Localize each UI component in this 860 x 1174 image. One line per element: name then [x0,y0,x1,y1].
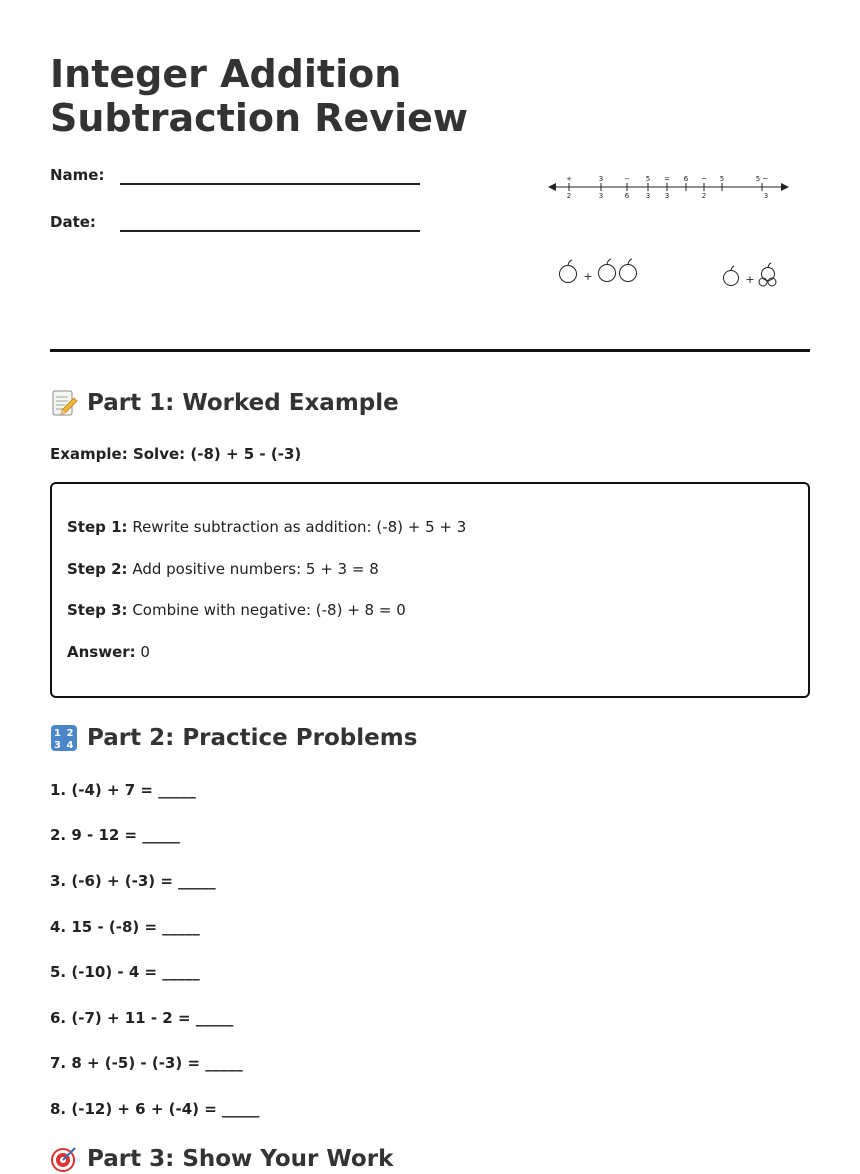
target-dart-icon [50,1145,78,1173]
number-line-bottom-label: 3 [645,192,651,200]
number-line-bottom-label: 3 [664,192,670,200]
number-line-top-label: − [624,175,630,183]
numbers-1234-icon [50,724,78,752]
name-field[interactable] [50,166,420,196]
number-line-top-label: = [664,175,670,183]
svg-text:3: 3 [54,740,61,751]
number-line-bottom-label: 2 [566,192,572,200]
worked-example-box [50,482,810,698]
number-line-top-label: 5 [645,175,651,183]
svg-text:1: 1 [54,728,61,739]
number-line-top-label: + [566,175,572,183]
answer: Answer: 0 [67,643,150,661]
step-2: Step 2: Add positive numbers: 5 + 3 = 8 [67,560,379,578]
number-line-top-label: ~ [701,175,707,183]
number-line [548,183,789,191]
part2-heading [50,723,417,753]
part3-heading-text: Part 3: Show Your Work [87,1146,394,1172]
part3-heading [50,1144,393,1174]
header-divider [50,349,810,352]
number-line-bottom-label: 6 [624,192,630,200]
memo-pencil-icon [50,389,78,417]
number-line-bottom-label: 3 [763,192,769,200]
step-1: Step 1: Rewrite subtraction as addition: (-8) + 5 + 3 [67,518,467,536]
part2-heading-text: Part 2: Practice Problems [87,725,418,751]
number-line-bottom-label: 2 [701,192,707,200]
worksheet-header [50,50,810,350]
number-line-top-label: 5 ~ [755,175,769,183]
worksheet-page [50,50,810,1172]
practice-problem-7: 7. 8 + (-5) - (-3) = _____ [50,1054,243,1072]
name-label: Name: [50,166,105,184]
step-3: Step 3: Combine with negative: (-8) + 8 = 0 [67,601,406,619]
practice-problem-3: 3. (-6) + (-3) = _____ [50,872,216,890]
practice-problem-4: 4. 15 - (-8) = _____ [50,918,200,936]
practice-problem-5: 5. (-10) - 4 = _____ [50,963,200,981]
part1-heading [50,388,399,418]
date-blank-line[interactable] [120,230,420,232]
name-blank-line[interactable] [120,183,420,185]
part1-heading-text: Part 1: Worked Example [87,390,399,416]
svg-text:4: 4 [66,740,74,751]
number-line-illustration [540,158,800,298]
plus-sign: + [745,273,755,286]
number-line-bottom-label: 3 [598,192,604,200]
number-line-top-label: 5 [719,175,725,183]
svg-text:2: 2 [66,728,74,739]
date-field[interactable] [50,213,420,243]
practice-problem-6: 6. (-7) + 11 - 2 = _____ [50,1009,234,1027]
practice-problem-2: 2. 9 - 12 = _____ [50,826,180,844]
practice-problem-1: 1. (-4) + 7 = _____ [50,781,196,799]
page-title: Integer Addition Subtraction Review [50,52,468,140]
practice-problem-8: 8. (-12) + 6 + (-4) = _____ [50,1100,260,1118]
plus-sign: + [583,270,593,283]
date-label: Date: [50,213,96,231]
number-line-top-label: 3 [598,175,604,183]
apple-counters-left [560,259,637,283]
example-prompt: Example: Solve: (-8) + 5 - (-3) [50,445,302,463]
number-line-top-label: 6 [683,175,689,183]
